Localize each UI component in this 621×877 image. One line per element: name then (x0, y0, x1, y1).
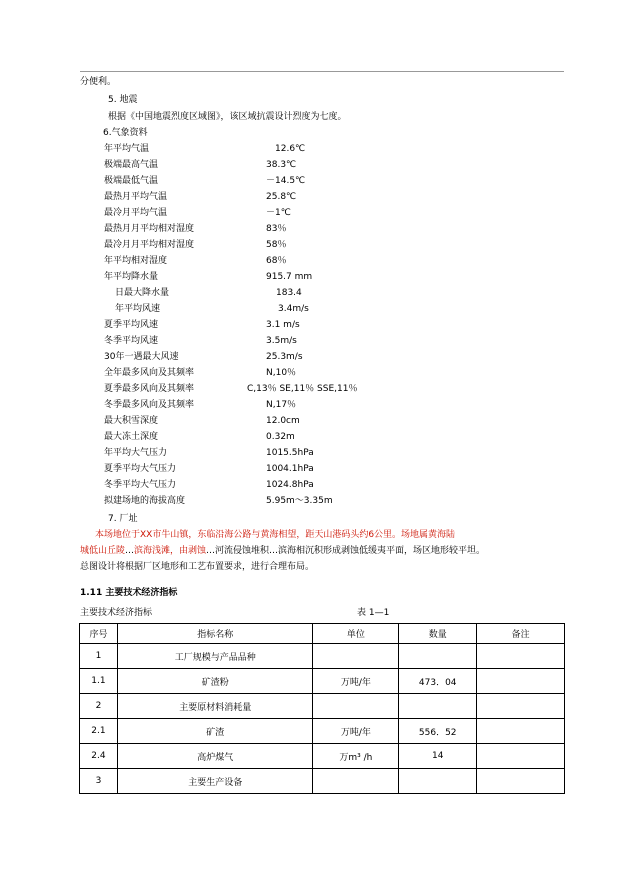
table-cell: 14 (399, 744, 477, 769)
weather-label: 最冷月平均气温 (104, 208, 168, 218)
weather-value: 3.1 m/s (266, 320, 300, 330)
weather-label: 最热月月平均相对湿度 (104, 224, 195, 234)
table-cell: 主要生产设备 (117, 769, 313, 794)
weather-label: 全年最多风向及其频率 (104, 368, 195, 378)
weather-label: 冬季平均大气压力 (104, 480, 177, 490)
header-cell-unit: 单位 (313, 624, 399, 644)
weather-label: 夏季平均风速 (104, 320, 159, 330)
table-cell: 高炉煤气 (117, 744, 313, 769)
header-rule (80, 71, 564, 72)
weather-label: 极端最高气温 (104, 160, 159, 170)
table-caption-left: 主要技术经济指标 (80, 608, 153, 618)
table-cell (399, 769, 477, 794)
table-cell (477, 769, 565, 794)
table-cell: 矿渣 (117, 719, 313, 744)
section-5-text: 根据《中国地震烈度区域图》，该区域抗震设计烈度为七度。 (108, 112, 347, 122)
weather-label: 年平均气温 (104, 144, 150, 154)
weather-value: 68％ (266, 256, 287, 266)
table-cell (399, 644, 477, 669)
table-cell (477, 669, 565, 694)
weather-value: 183.4 (276, 288, 302, 298)
site-sep-b: … (206, 546, 216, 556)
weather-label: 最热月平均气温 (104, 192, 168, 202)
weather-value: 915.7 mm (266, 272, 313, 282)
weather-value: 3.5m/s (266, 336, 297, 346)
weather-value: 0.32m (266, 432, 295, 442)
table-row (80, 644, 565, 669)
table-cell (477, 744, 565, 769)
table-cell: 1 (80, 644, 118, 669)
table-cell (399, 694, 477, 719)
weather-value: 1024.8hPa (266, 480, 314, 490)
weather-label: 最冷月月平均相对湿度 (104, 240, 195, 250)
weather-label: 冬季平均风速 (104, 336, 159, 346)
table-cell: 1.1 (80, 669, 118, 694)
table-cell: 3 (80, 769, 118, 794)
weather-label: 夏季最多风向及其频率 (104, 384, 195, 394)
table-row (80, 769, 565, 794)
weather-value: －14.5℃ (266, 176, 306, 186)
tech-economic-table (79, 623, 565, 794)
table-cell: 万吨/年 (313, 719, 399, 744)
weather-label: 极端最低气温 (104, 176, 159, 186)
weather-value: 1004.1hPa (266, 464, 314, 474)
weather-value: N,17％ (266, 400, 297, 410)
weather-label: 日最大降水量 (115, 288, 170, 298)
weather-value: 3.4m/s (278, 304, 309, 314)
weather-label: 冬季最多风向及其频率 (104, 400, 195, 410)
site-sep-a: … (125, 546, 135, 556)
section-6-heading: 6.气象资料 (103, 128, 148, 138)
table-row (80, 694, 565, 719)
weather-label: 年平均降水量 (104, 272, 159, 282)
site-description-line1: 本场地位于XX市牛山镇，东临沿海公路与黄海相望，距天山港码头约6公里。场地属黄海陆 (95, 530, 456, 540)
table-cell: 矿渣粉 (117, 669, 313, 694)
weather-label: 年平均大气压力 (104, 448, 168, 458)
table-cell: 万m³ /h (313, 744, 399, 769)
weather-label: 最大冻土深度 (104, 432, 159, 442)
site-description-line3: 总图设计将根据厂区地形和工艺布置要求，进行合理布局。 (80, 562, 315, 572)
weather-value: N,10％ (266, 368, 297, 378)
table-cell (477, 644, 565, 669)
weather-value: 12.0cm (266, 416, 300, 426)
site-text-red-a: 城低山丘陵 (80, 546, 126, 556)
site-sep-c: … (269, 546, 279, 556)
table-cell: 2.4 (80, 744, 118, 769)
table-cell (477, 694, 565, 719)
weather-value: 83％ (266, 224, 287, 234)
table-cell (477, 719, 565, 744)
header-cell-qty: 数量 (399, 624, 477, 644)
table-cell: 556．52 (399, 719, 477, 744)
table-caption-right: 表 1—1 (357, 608, 390, 618)
weather-label: 夏季平均大气压力 (104, 464, 177, 474)
weather-value: 38.3℃ (266, 160, 297, 170)
table-cell (313, 694, 399, 719)
table-cell: 2 (80, 694, 118, 719)
site-text-red-b: 滨海浅滩，由剥蚀 (134, 546, 207, 556)
weather-value: 5.95m～3.35m (266, 496, 333, 506)
weather-value: －1℃ (266, 208, 291, 218)
weather-label: 年平均相对湿度 (104, 256, 168, 266)
table-cell: 473．04 (399, 669, 477, 694)
weather-value: 25.8℃ (266, 192, 297, 202)
weather-value: 1015.5hPa (266, 448, 314, 458)
weather-value: 58％ (266, 240, 287, 250)
table-cell: 万吨/年 (313, 669, 399, 694)
weather-label: 年平均风速 (115, 304, 161, 314)
weather-value: 25.3m/s (266, 352, 303, 362)
table-header-row (80, 624, 565, 644)
section-7-heading: 7. 厂址 (108, 514, 138, 524)
site-description-line2 (80, 545, 485, 557)
weather-label: 拟建场地的海拔高度 (104, 496, 186, 506)
weather-label: 最大积雪深度 (104, 416, 159, 426)
section-5-heading: 5. 地震 (108, 95, 138, 105)
table-cell (313, 769, 399, 794)
table-cell (313, 644, 399, 669)
header-cell-no: 序号 (80, 624, 118, 644)
header-cell-name: 指标名称 (117, 624, 313, 644)
section-11-heading: 1.11 主要技术经济指标 (80, 588, 178, 598)
table-row (80, 719, 565, 744)
table-cell: 工厂规模与产品品种 (117, 644, 313, 669)
header-cell-remark: 备注 (477, 624, 565, 644)
site-text-black-b: 滨海相沉积形成剥蚀低缓夷平面，场区地形较平坦。 (278, 546, 486, 556)
table-row (80, 669, 565, 694)
weather-value: C,13％ SE,11％ SSE,11％ (247, 384, 358, 394)
table-cell: 2.1 (80, 719, 118, 744)
weather-value: 12.6℃ (275, 144, 306, 154)
table-cell: 主要原材料消耗量 (117, 694, 313, 719)
weather-label: 30年一遇最大风速 (104, 352, 179, 362)
continuation-text: 分便利。 (80, 77, 117, 87)
site-text-black-a: 河流侵蚀堆积 (215, 546, 270, 556)
table-row (80, 744, 565, 769)
